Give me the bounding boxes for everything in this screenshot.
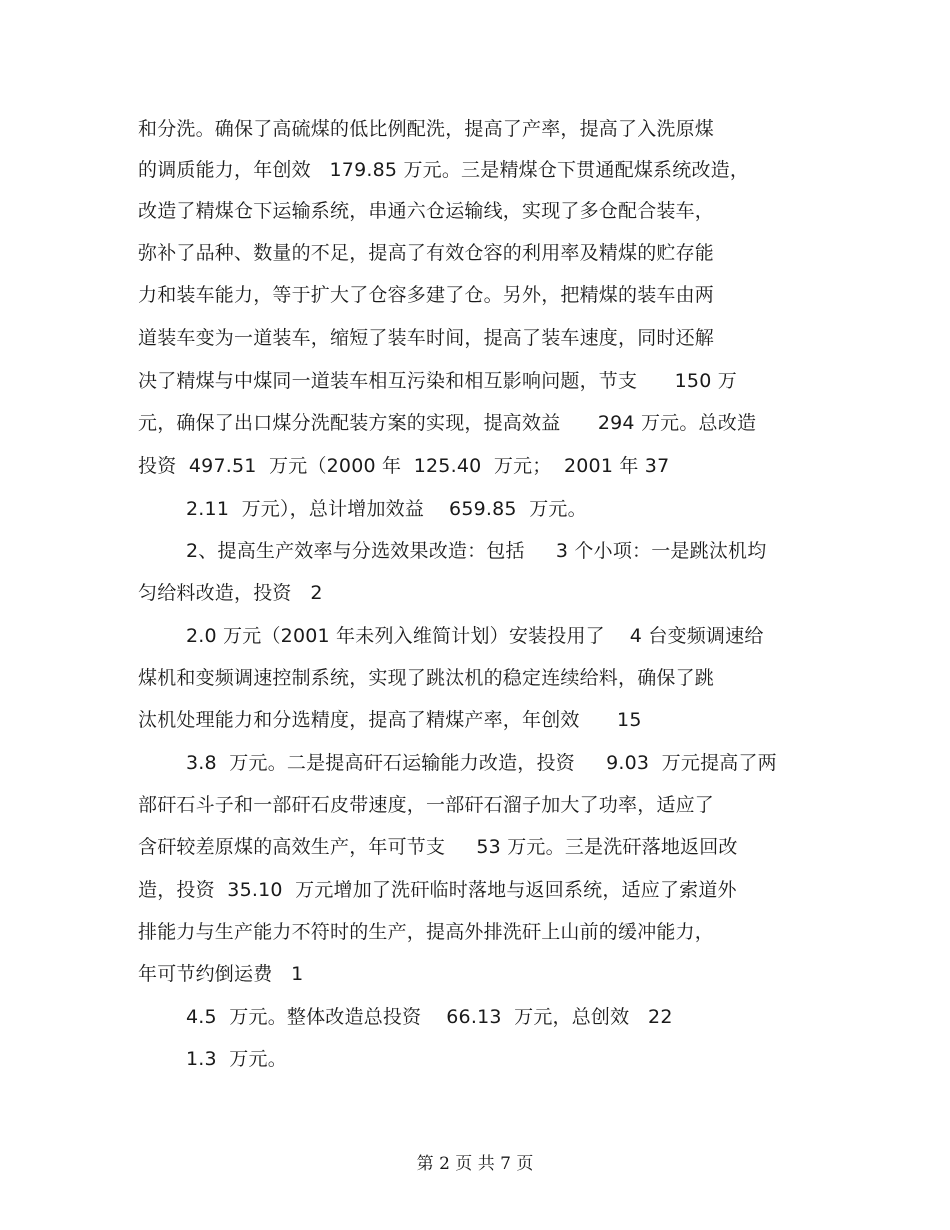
text-line: 含矸较差原煤的高效生产，年可节支 53 万元。三是洗矸落地返回改 xyxy=(138,836,738,858)
text-line: 弥补了品种、数量的不足，提高了有效仓容的利用率及精煤的贮存能 xyxy=(138,242,715,264)
text-line: 排能力与生产能力不符时的生产，提高外排洗矸上山前的缓冲能力， xyxy=(138,921,715,943)
text-line: 2.0 万元（2001 年未列入维简计划）安装投用了 4 台变频调速给 xyxy=(186,625,764,647)
text-line: 的调质能力，年创效 179.85 万元。三是精煤仓下贯通配煤系统改造， xyxy=(138,159,750,181)
text-line: 煤机和变频调速控制系统，实现了跳汰机的稳定连续给料，确保了跳 xyxy=(138,667,715,689)
text-line: 3.8 万元。二是提高矸石运输能力改造，投资 9.03 万元提高了两 xyxy=(186,752,777,774)
text-line: 元，确保了出口煤分洗配装方案的实现，提高效益 294 万元。总改造 xyxy=(138,412,757,434)
text-line: 道装车变为一道装车，缩短了装车时间，提高了装车速度，同时还解 xyxy=(138,327,715,349)
text-line: 改造了精煤仓下运输系统，串通六仓运输线，实现了多仓配合装车， xyxy=(138,200,715,222)
text-line: 部矸石斗子和一部矸石皮带速度，一部矸石溜子加大了功率，适应了 xyxy=(138,794,715,816)
text-line: 1.3 万元。 xyxy=(186,1048,287,1070)
text-line: 4.5 万元。整体改造总投资 66.13 万元，总创效 22 xyxy=(186,1006,673,1028)
text-line: 投资 497.51 万元（2000 年 125.40 万元； 2001 年 37 xyxy=(138,455,670,477)
text-line: 匀给料改造，投资 2 xyxy=(138,582,323,604)
text-line: 决了精煤与中煤同一道装车相互污染和相互影响问题，节支 150 万 xyxy=(138,370,737,392)
text-line: 造，投资 35.10 万元增加了洗矸临时落地与返回系统，适应了索道外 xyxy=(138,879,737,901)
text-line: 2、提高生产效率与分选效果改造：包括 3 个小项：一是跳汰机均 xyxy=(186,540,767,562)
text-line: 2.11 万元），总计增加效益 659.85 万元。 xyxy=(186,498,587,520)
text-line: 力和装车能力，等于扩大了仓容多建了仓。另外，把精煤的装车由两 xyxy=(138,284,715,306)
text-line: 年可节约倒运费 1 xyxy=(138,963,304,985)
text-line: 和分洗。确保了高硫煤的低比例配洗，提高了产率，提高了入洗原煤 xyxy=(138,118,715,140)
page-footer: 第 2 页 共 7 页 xyxy=(416,1154,534,1174)
text-line: 汰机处理能力和分选精度，提高了精煤产率，年创效 15 xyxy=(138,709,642,731)
